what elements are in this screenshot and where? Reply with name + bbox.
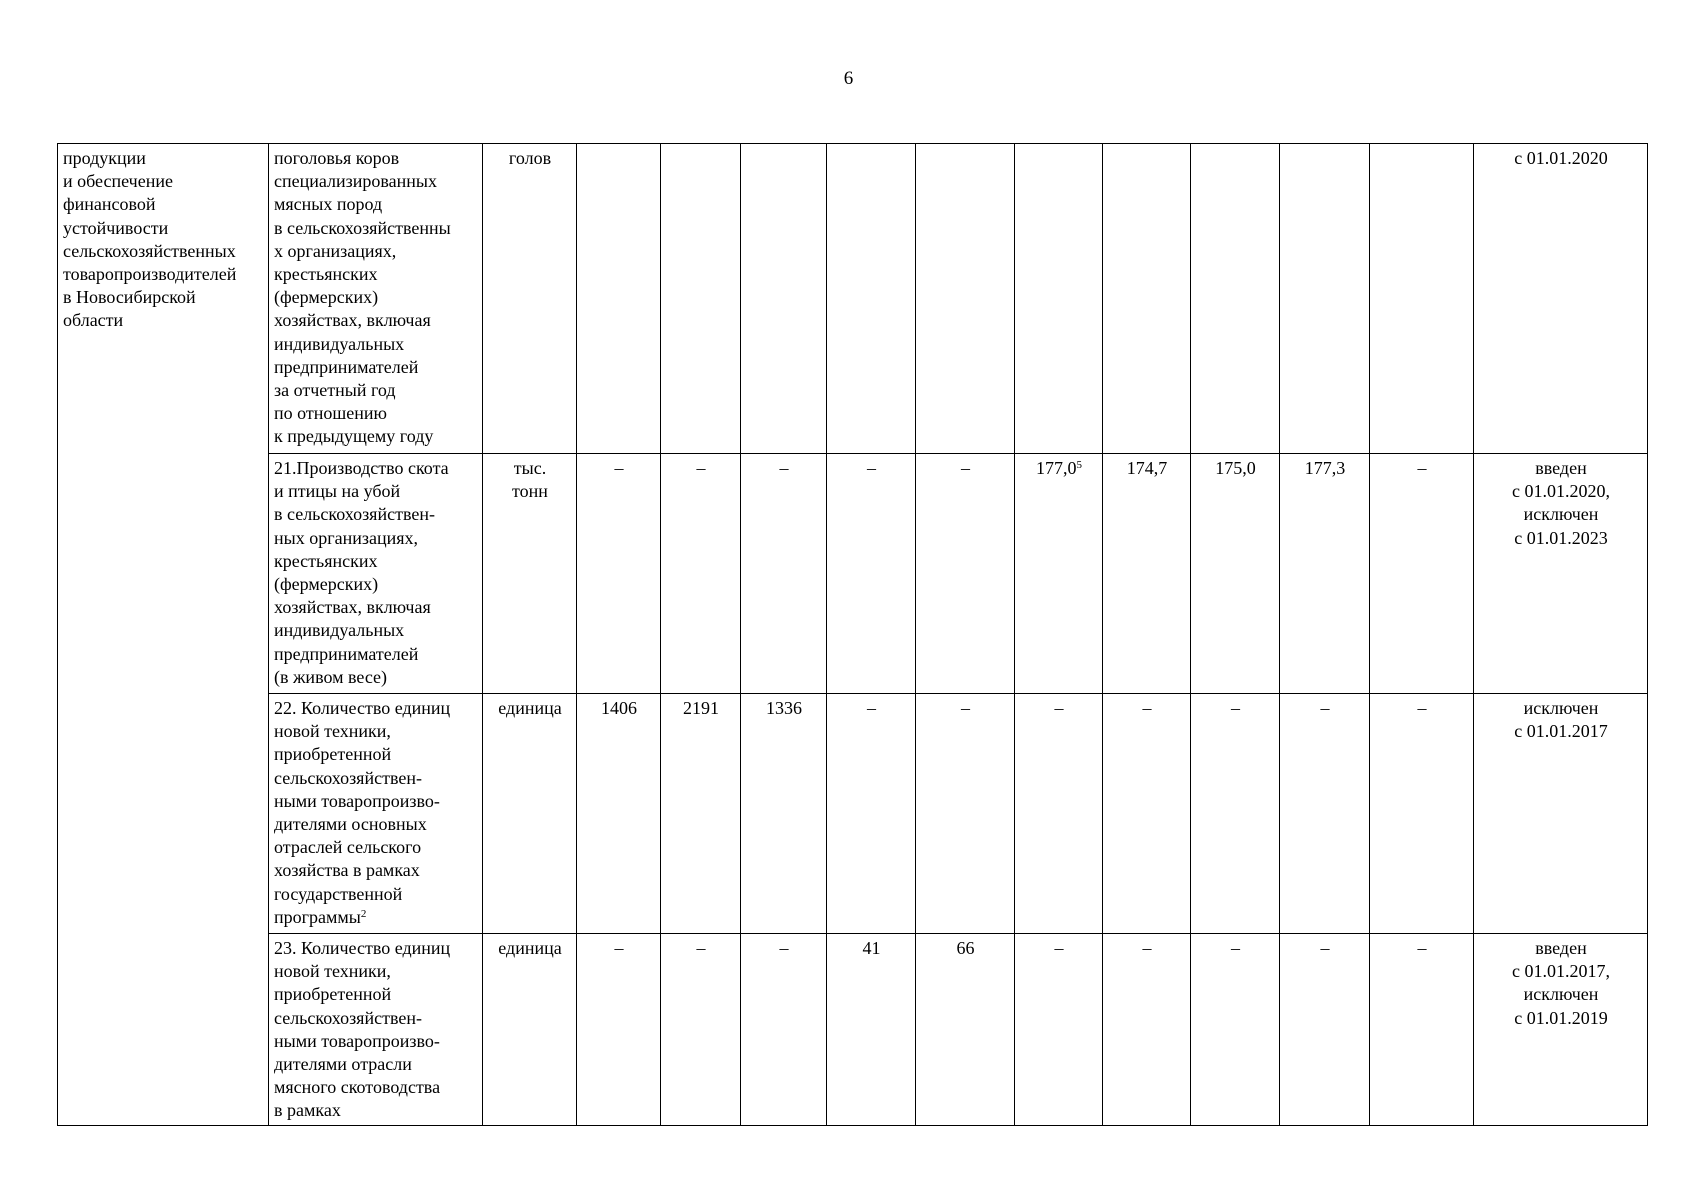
value-cell: 41 [827, 934, 916, 1126]
value-cell: – [1103, 694, 1191, 934]
value-cell: 177,3 [1280, 454, 1370, 694]
value-cell: – [916, 454, 1015, 694]
value-cell: 174,7 [1103, 454, 1191, 694]
value-cell: 175,0 [1191, 454, 1280, 694]
value-cell [1280, 144, 1370, 454]
table-row [58, 144, 1648, 454]
value-cell: – [1015, 934, 1103, 1126]
goal-cell: продукции и обеспечение финансовой устойчивости сельскохозяйственных товаропроизводителей в Новосибирской области [58, 144, 269, 1126]
value-cell: – [1370, 934, 1474, 1126]
note-cell: исключен с 01.01.2017 [1474, 694, 1648, 934]
value-cell [1191, 144, 1280, 454]
value-cell: 2191 [661, 694, 741, 934]
table-row [58, 454, 1648, 694]
unit-cell: единица [483, 694, 577, 934]
value-cell: – [827, 694, 916, 934]
value-cell: 1336 [741, 694, 827, 934]
value-cell [916, 144, 1015, 454]
value-cell [661, 144, 741, 454]
value-cell: – [1191, 934, 1280, 1126]
indicator-cell: 23. Количество единиц новой техники, приобретенной сельскохозяйствен- ными товаропроизво- дителями отрасли мясного скотоводства в рамках [269, 934, 483, 1126]
value-cell: – [1191, 694, 1280, 934]
value-cell: – [1370, 694, 1474, 934]
value-cell: 177,0$^5$ [1015, 454, 1103, 694]
table-row [58, 934, 1648, 1126]
value-cell: – [577, 454, 661, 694]
value-cell: – [741, 454, 827, 694]
value-cell: – [1015, 694, 1103, 934]
note-cell: с 01.01.2020 [1474, 144, 1648, 454]
value-cell [827, 144, 916, 454]
value-cell: 66 [916, 934, 1015, 1126]
value-cell [577, 144, 661, 454]
unit-cell: голов [483, 144, 577, 454]
value-cell: – [1370, 454, 1474, 694]
value-cell: – [1103, 934, 1191, 1126]
value-cell [1015, 144, 1103, 454]
unit-cell: единица [483, 934, 577, 1126]
value-cell: – [661, 454, 741, 694]
value-cell: – [741, 934, 827, 1126]
note-cell: введен с 01.01.2017, исключен с 01.01.2019 [1474, 934, 1648, 1126]
note-cell: введен с 01.01.2020, исключен с 01.01.2023 [1474, 454, 1648, 694]
indicators-table [57, 143, 1648, 1126]
indicator-cell: поголовья коров специализированных мясных пород в сельскохозяйственны х организациях, крестьянских (фермерских) хозяйствах, включая индивидуальных предпринимателей за отчетный год по отношению к предыдущему году [269, 144, 483, 454]
page-number: 6 [843, 68, 854, 89]
value-cell [741, 144, 827, 454]
indicator-cell: 22. Количество единиц новой техники, приобретенной сельскохозяйствен- ными товаропроизво- дителями основных отраслей сельского хозяйства в рамках государственной программы$^2$ [269, 694, 483, 934]
value-cell: – [661, 934, 741, 1126]
value-cell [1103, 144, 1191, 454]
table-row [58, 694, 1648, 934]
value-cell: – [827, 454, 916, 694]
value-cell: – [1280, 694, 1370, 934]
value-cell [1370, 144, 1474, 454]
value-cell: 1406 [577, 694, 661, 934]
indicator-cell: 21.Производство скота и птицы на убой в сельскохозяйствен- ных организациях, крестьянских (фермерских) хозяйствах, включая индивидуальных предпринимателей (в живом весе) [269, 454, 483, 694]
value-cell: – [916, 694, 1015, 934]
unit-cell: тыс. тонн [483, 454, 577, 694]
value-cell: – [1280, 934, 1370, 1126]
value-cell: – [577, 934, 661, 1126]
